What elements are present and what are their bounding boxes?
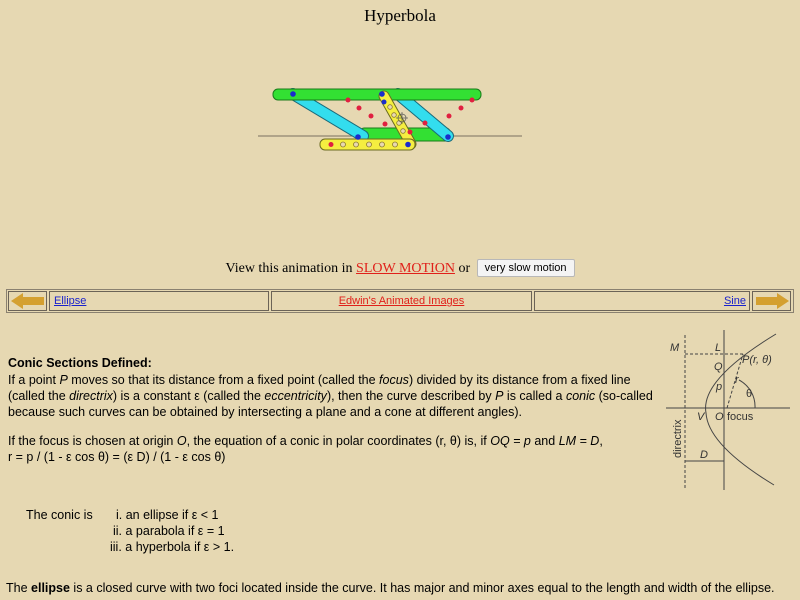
svg-text:p: p: [716, 381, 723, 393]
very-slow-motion-button[interactable]: very slow motion: [477, 259, 575, 277]
svg-text:θ: θ: [746, 388, 753, 400]
svg-text:O: O: [715, 411, 724, 423]
slow-motion-prefix: View this animation in: [225, 261, 353, 276]
ellipse-description: [6, 581, 775, 595]
edwins-animated-images-link[interactable]: Edwin's Animated Images: [338, 295, 465, 307]
definition-paragraph: If a point P moves so that its distance from a fixed point (called the focus) divided by its distance from a fixed line (called the directrix) is a constant ε (called the eccentricity), then the curve described by P is called a conic (so-called because such curves can be obtained by intersecting a plane and a cone at different angles).: [8, 373, 653, 419]
slow-motion-or: or: [458, 261, 471, 276]
ellipse-desc-pre: The: [6, 581, 32, 595]
ellipse-desc-bold: ellipse: [31, 581, 70, 595]
prev-link-cell: [49, 291, 269, 311]
svg-text:V: V: [697, 411, 705, 423]
navigation-bar: [6, 289, 794, 313]
svg-text:Q: Q: [714, 361, 723, 373]
slow-motion-link[interactable]: SLOW MOTION: [356, 261, 455, 276]
section-heading: Conic Sections Defined:: [8, 356, 152, 370]
ellipse-desc-post: is a closed curve with two foci located inside the curve. It has major and minor axes equal to the length and width of the ellipse.: [69, 581, 775, 595]
slow-motion-row: [0, 259, 800, 277]
center-link-cell: [271, 291, 532, 311]
conic-item-parabola: ii. a parabola if ε = 1: [113, 524, 225, 538]
conic-label: The conic is: [26, 508, 93, 522]
conic-item-ellipse: i. an ellipse if ε < 1: [116, 508, 219, 522]
polar-equation-formula: r = p / (1 - ε cos θ) = (ε D) / (1 - ε cos θ): [8, 450, 226, 464]
prev-arrow-button[interactable]: [8, 291, 47, 311]
svg-text:M: M: [670, 342, 680, 354]
page-title: Hyperbola: [364, 6, 436, 25]
svg-text:directrix: directrix: [672, 419, 684, 458]
conic-polar-diagram: [660, 330, 800, 490]
svg-text:P(r, θ): P(r, θ): [742, 354, 772, 366]
prev-link-ellipse[interactable]: Ellipse: [54, 295, 87, 307]
svg-text:focus: focus: [727, 411, 754, 423]
svg-text:L: L: [715, 342, 722, 354]
next-link-cell: [534, 291, 750, 311]
svg-text:r: r: [735, 374, 739, 386]
conic-item-hyperbola: iii. a hyperbola if ε > 1.: [110, 540, 235, 554]
hyperbola-linkage-animation: [258, 84, 522, 154]
next-link-sine[interactable]: Sine: [723, 295, 746, 307]
next-arrow-button[interactable]: [752, 291, 791, 311]
svg-text:D: D: [700, 449, 708, 461]
polar-equation-intro: If the focus is chosen at origin O, the equation of a conic in polar coordinates (r, θ) is, if OQ = p and LM = D,: [8, 434, 603, 448]
polar-equation-paragraph: [8, 433, 658, 465]
right-arrow-icon: [755, 293, 789, 309]
left-arrow-icon: [11, 293, 45, 309]
